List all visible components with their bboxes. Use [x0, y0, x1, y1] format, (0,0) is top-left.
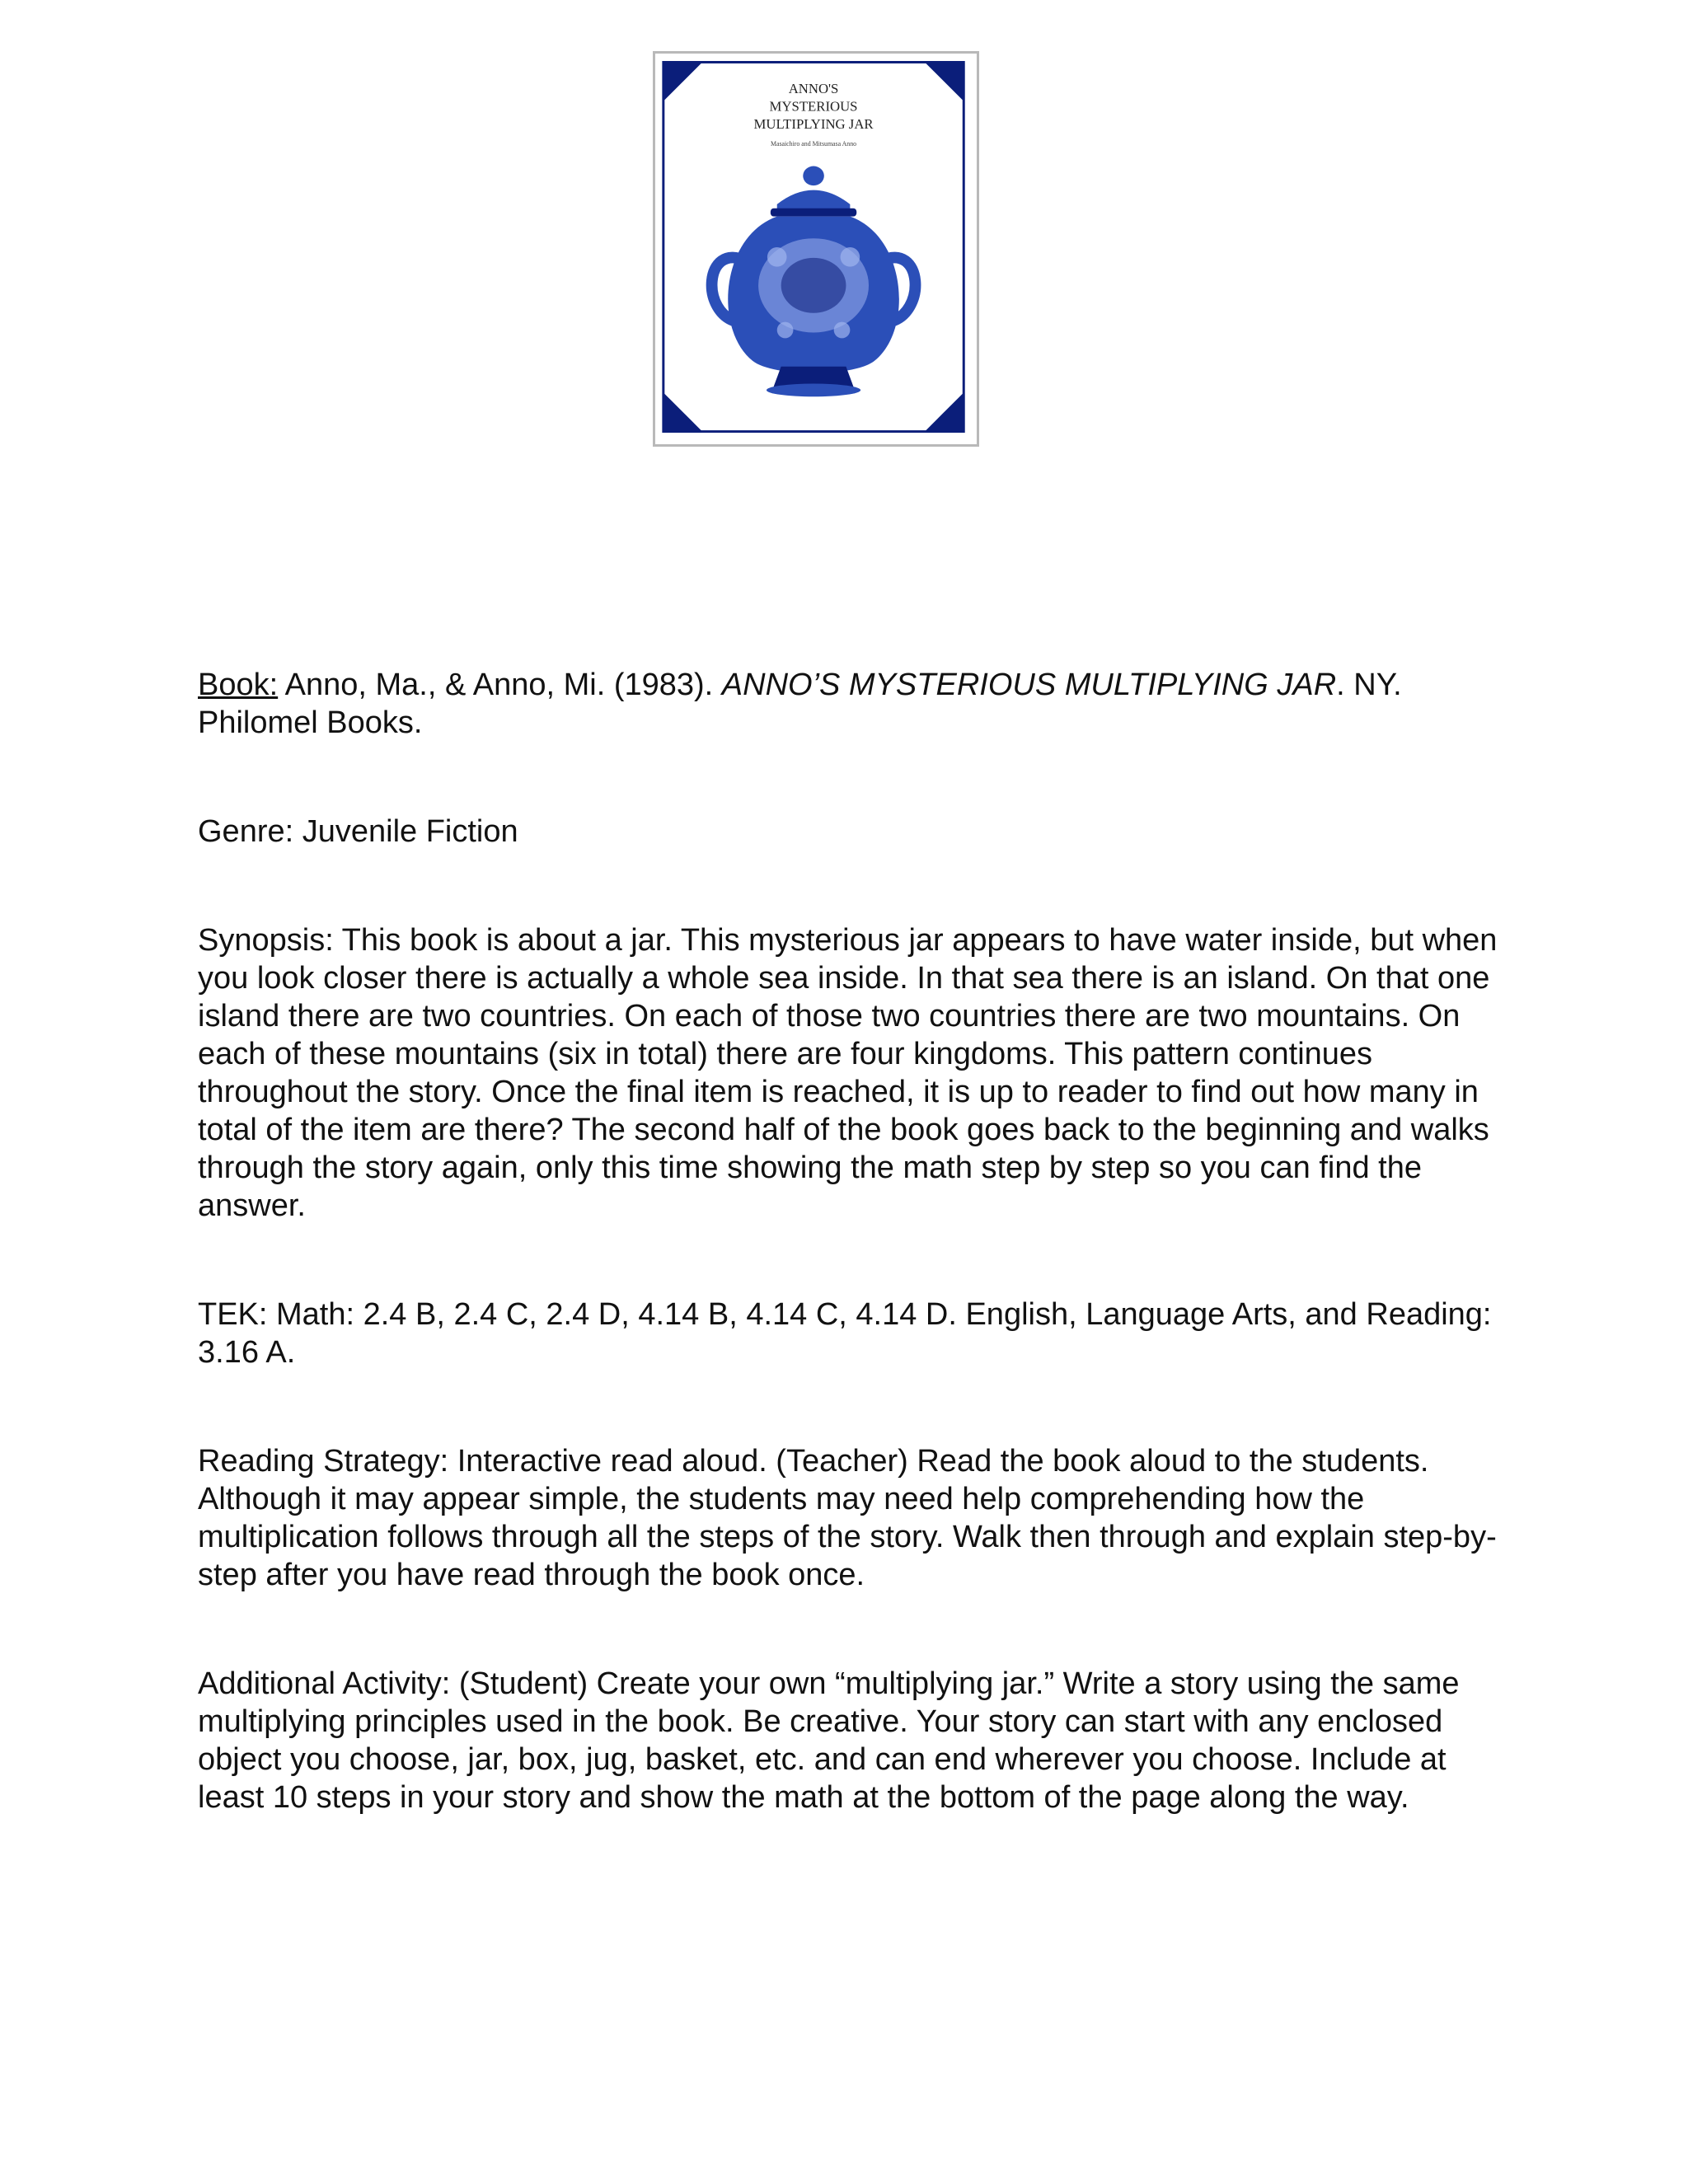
synopsis-paragraph: Synopsis: This book is about a jar. This mysterious jar appears to have water inside, but when you look closer there is actually a whole sea inside. In that sea there is an island. On that one island there are two countries. On each of those two countries there are two mountains. On each of these mountains (six in total) there are four kingdoms. This pattern continues throughout the story. Once the final item is reached, it is up to reader to find out how many in total of the item are there? The second half of the book goes back to the beginning and walks through the story again, only this time showing the math step by step so you can find the answer. [198, 923, 1498, 1223]
cover-title-line3: MULTIPLYING JAR [753, 116, 874, 133]
book-title: ANNO’S MYSTERIOUS MULTIPLYING JAR [721, 668, 1337, 702]
corner-bottom-right [925, 392, 964, 431]
jar-base [767, 383, 860, 396]
book-citation [198, 666, 1517, 742]
jar-pattern-inner [781, 258, 846, 313]
jar-pattern-dot [834, 322, 851, 339]
additional-activity-paragraph: Additional Activity: (Student) Create your own “multiplying jar.” Write a story using the same multiplying principles used in the book. Be creative. Your story can start with any enclosed object you choose, jar, box, jug, basket, etc. and can end wherever you choose. Include at least 10 steps in your story and show the math at the bottom of the page along the way. [198, 1666, 1460, 1815]
book-cover-image [653, 51, 979, 447]
cover-subtitle: Masaichiro and Mitsumasa Anno [770, 139, 857, 148]
jar-lid-knob [803, 166, 824, 186]
book-label: Book: [198, 668, 279, 702]
cover-title-line1: ANNO'S [788, 80, 839, 96]
book-cover-illustration [655, 54, 977, 444]
jar-lid [777, 190, 851, 210]
genre-paragraph: Genre: Juvenile Fiction [198, 814, 518, 849]
jar-pattern-dot [841, 247, 860, 267]
book-citation-prefix: Anno, Ma., & Anno, Mi. (1983). [278, 668, 722, 702]
tek-paragraph: TEK: Math: 2.4 B, 2.4 C, 2.4 D, 4.14 B, 4.14 C, 4.14 D. English, Language Arts, and Reading: 3.16 A. [198, 1297, 1492, 1370]
jar-pattern-dot [767, 247, 787, 267]
jar-rim [771, 209, 856, 217]
corner-bottom-left [663, 392, 702, 431]
jar-pattern-dot [777, 322, 794, 339]
reading-strategy-paragraph: Reading Strategy: Interactive read aloud. (Teacher) Read the book aloud to the students. Although it may appear simple, the students may need help comprehending how the multiplication follows through all the steps of the story. Walk then through and explain step-by-step after you have read through the book once. [198, 1444, 1497, 1592]
document-body [198, 666, 1517, 1816]
corner-top-left [663, 62, 702, 101]
book-citation-suffix: . NY. Philomel Books. [198, 668, 1402, 740]
cover-title-line2: MYSTERIOUS [769, 98, 858, 115]
corner-top-right [925, 62, 964, 101]
